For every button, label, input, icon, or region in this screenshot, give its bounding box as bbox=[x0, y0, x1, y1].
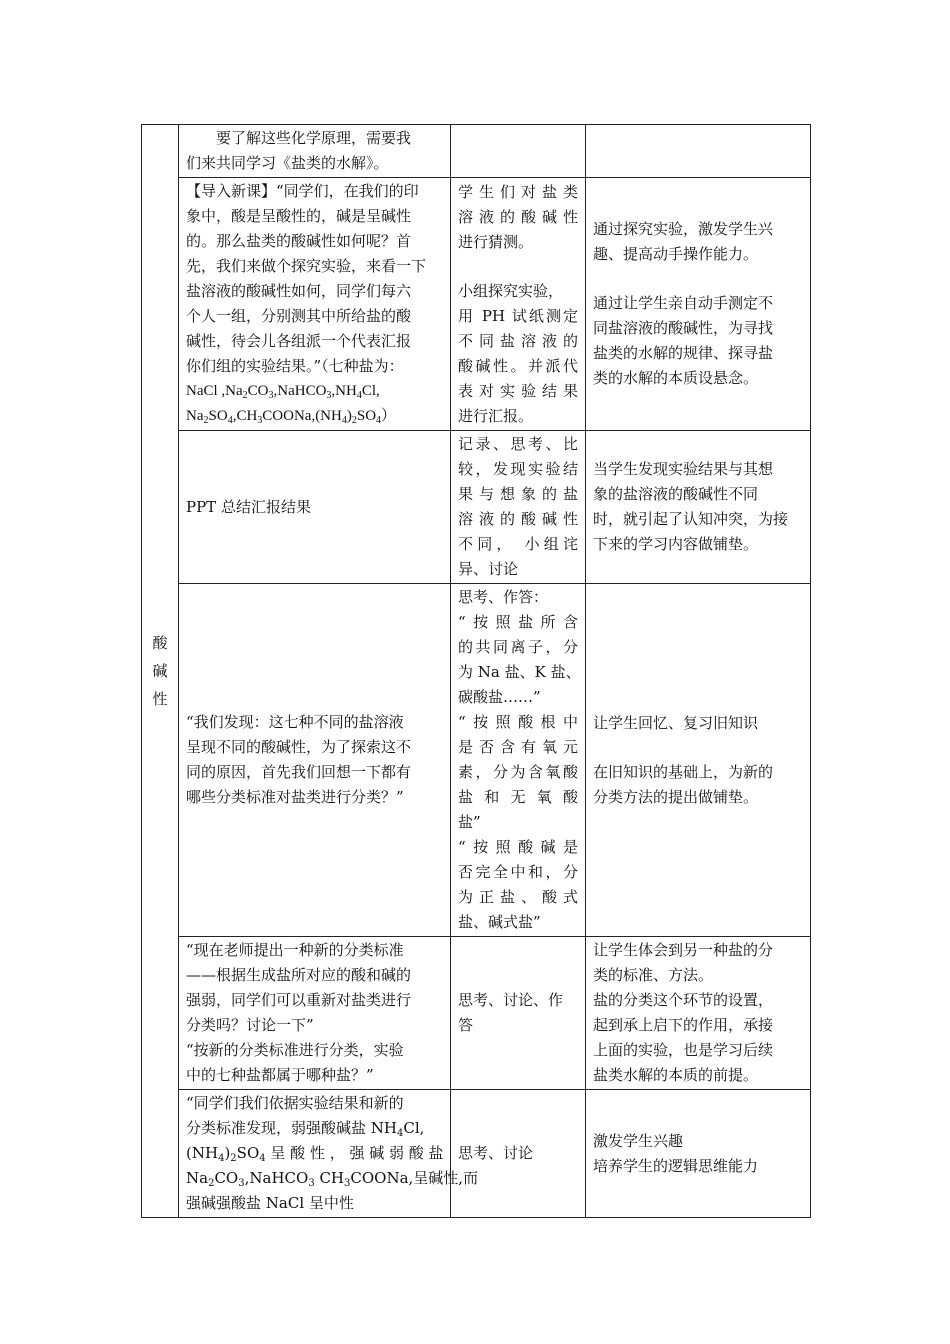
text-line: 不同， 小组诧 bbox=[458, 535, 578, 553]
text-line: 为正盐、酸式 bbox=[458, 888, 578, 906]
design-intent-cell bbox=[586, 178, 811, 431]
text-line: 不同盐溶液的 bbox=[458, 331, 578, 350]
text-line: 你们组的实验结果。”（七种盐为： bbox=[186, 357, 404, 375]
text-line: 盐类水解的本质的前提。 bbox=[593, 1066, 759, 1084]
text-line: 否完全中和，分 bbox=[458, 863, 578, 881]
text-line: 为 Na 盐、K 盐、 bbox=[458, 663, 581, 681]
text-line: 较，发现实验结 bbox=[458, 460, 578, 478]
text-line: 异、讨论 bbox=[458, 560, 519, 578]
text-line: 下来的学习内容做铺垫。 bbox=[593, 535, 759, 553]
text-line: 溶液的酸碱性 bbox=[458, 207, 578, 226]
text-line: 表对实验结果 bbox=[458, 381, 578, 400]
text-line: 上面的实验，也是学习后续 bbox=[593, 1041, 774, 1059]
text-line: 碳酸盐……” bbox=[458, 688, 541, 706]
text-line: 通过探究实验，激发学生兴 bbox=[593, 220, 774, 238]
student-activity-cell bbox=[451, 431, 586, 584]
text-line: 溶液的酸碱性 bbox=[458, 510, 578, 528]
text-line: “按照酸碱是 bbox=[458, 838, 578, 856]
topic-cell bbox=[142, 125, 179, 1218]
text-line: 要了解这些化学原理，需要我 bbox=[186, 129, 412, 147]
text-line: 让学生体会到另一种盐的分 bbox=[593, 941, 774, 959]
table-row bbox=[142, 1090, 811, 1218]
text-line: 时，就引起了认知冲突，为接 bbox=[593, 510, 789, 528]
text-line: 们来共同学习《盐类的水解》。 bbox=[186, 154, 389, 172]
table-row bbox=[142, 431, 811, 584]
lesson-plan-table bbox=[141, 124, 811, 1218]
text-line: 素，分为含氧酸 bbox=[458, 763, 578, 781]
teacher-activity-cell bbox=[179, 584, 451, 937]
design-intent-cell bbox=[586, 584, 811, 937]
teacher-activity-cell bbox=[179, 178, 451, 431]
text-line: 起到承上启下的作用，承接 bbox=[593, 1016, 774, 1034]
student-activity-cell bbox=[451, 1090, 586, 1218]
topic-char: 碱 bbox=[152, 662, 168, 680]
text-line: 盐、碱式盐” bbox=[458, 913, 541, 931]
text-line: 用 PH 试纸测定 bbox=[458, 306, 578, 325]
text-line: $(NH_4)_2SO_4$ 呈 酸 性 ， 强 碱 弱 酸 盐 bbox=[186, 1144, 444, 1164]
text-line: 【导入新课】“同学们，在我们的印 bbox=[186, 182, 419, 200]
text-line: 同盐溶液的酸碱性，为寻找 bbox=[593, 319, 774, 337]
text-line: “同学们我们依据实验结果和新的 bbox=[186, 1094, 404, 1112]
text-line: 小组探究实验， bbox=[458, 281, 564, 300]
text-line: 学生们对盐类 bbox=[458, 182, 578, 201]
text-line: 通过让学生亲自动手测定不 bbox=[593, 294, 774, 312]
text-line: 进行汇报。 bbox=[458, 406, 534, 425]
text-line: 果与想象的盐 bbox=[458, 485, 578, 503]
text-line: 象的盐溶液的酸碱性不同 bbox=[593, 485, 759, 503]
text-line: 酸碱性。并派代 bbox=[458, 356, 578, 375]
text-line: 强碱强酸盐 NaCl 呈中性 bbox=[186, 1194, 354, 1212]
text-line: 进行猜测。 bbox=[458, 232, 534, 251]
text-line: 培养学生的逻辑思维能力 bbox=[593, 1156, 759, 1175]
design-intent-cell bbox=[586, 125, 811, 178]
text-line: “按照酸根中 bbox=[458, 713, 578, 731]
text-line: “我们发现：这七种不同的盐溶液 bbox=[186, 713, 404, 731]
text-line: 呈现不同的酸碱性，为了探索这不 bbox=[186, 738, 412, 756]
salt-formula-line: $Na_2SO_4,CH_3COONa,(NH_4)_2SO_4$） bbox=[186, 408, 397, 426]
text-line: 思考、作答： bbox=[458, 588, 549, 606]
text-line: 中的七种盐都属于哪种盐？” bbox=[186, 1066, 374, 1084]
text-line: 盐” bbox=[458, 813, 481, 831]
design-intent-cell bbox=[586, 431, 811, 584]
text-line: 同的原因，首先我们回想一下都有 bbox=[186, 763, 412, 781]
text-line: 类的标准、方法。 bbox=[593, 966, 714, 984]
text-line: 盐的分类这个环节的设置， bbox=[593, 991, 774, 1009]
text-line: 盐溶液的酸碱性如何，同学们每六 bbox=[186, 282, 412, 300]
text-line: 分类标准发现，弱强酸碱盐 $NH_4Cl$, bbox=[186, 1119, 425, 1139]
text-line: ——根据生成盐所对应的酸和碱的 bbox=[186, 966, 412, 984]
text-line: 盐 和 无 氧 酸 bbox=[458, 788, 578, 806]
text-line: 激发学生兴趣 bbox=[593, 1131, 684, 1150]
text-line: 是否含有氧元 bbox=[458, 738, 578, 756]
text-line: 记录、思考、比 bbox=[458, 435, 578, 453]
topic-char: 酸 bbox=[152, 634, 168, 652]
design-intent-cell bbox=[586, 937, 811, 1090]
text-line: “按照盐所含 bbox=[458, 613, 578, 631]
table-row bbox=[142, 937, 811, 1090]
student-activity-cell bbox=[451, 125, 586, 178]
text-line: 思考、讨论 bbox=[458, 1144, 534, 1162]
text-line: “现在老师提出一种新的分类标准 bbox=[186, 941, 404, 959]
student-activity-cell bbox=[451, 584, 586, 937]
teacher-activity-cell bbox=[179, 1090, 479, 1218]
text-line: $Na_2CO_3,NaHCO_3$ $CH_3COONa$,呈碱性,而 bbox=[186, 1169, 479, 1189]
text-line: 盐类的水解的规律、探寻盐 bbox=[593, 344, 774, 362]
table-row bbox=[142, 125, 811, 178]
teacher-activity-cell bbox=[179, 431, 451, 584]
table-row bbox=[142, 178, 811, 431]
text-line: 分类吗？讨论一下” bbox=[186, 1016, 314, 1034]
text-line: 的。那么盐类的酸碱性如何呢？首 bbox=[186, 232, 412, 250]
text-line: 在旧知识的基础上，为新的 bbox=[593, 762, 774, 781]
text-line: 哪些分类标准对盐类进行分类？” bbox=[186, 788, 404, 806]
teacher-activity-cell bbox=[179, 937, 451, 1090]
student-activity-cell bbox=[451, 178, 586, 431]
salt-formula-line: NaCl $,Na_2CO_3,NaHCO_3,NH_4Cl$, bbox=[186, 383, 380, 401]
teacher-activity-cell bbox=[179, 125, 451, 178]
text-line: 强弱，同学们可以重新对盐类进行 bbox=[186, 991, 412, 1009]
student-activity-cell bbox=[451, 937, 586, 1090]
text-line: 分类方法的提出做铺垫。 bbox=[593, 787, 759, 806]
text-line: “按新的分类标准进行分类，实验 bbox=[186, 1041, 404, 1059]
text-line: 思考、讨论、作 bbox=[458, 991, 564, 1009]
text-line: 当学生发现实验结果与其想 bbox=[593, 460, 774, 478]
text-line: PPT 总结汇报结果 bbox=[186, 497, 311, 516]
text-line: 让学生回忆、复习旧知识 bbox=[593, 713, 759, 732]
text-line: 碱性，待会儿各组派一个代表汇报 bbox=[186, 332, 412, 350]
text-line: 的共同离子，分 bbox=[458, 638, 578, 656]
text-line: 答 bbox=[458, 1016, 474, 1034]
text-line: 类的水解的本质设悬念。 bbox=[593, 369, 759, 387]
design-intent-cell bbox=[586, 1090, 811, 1218]
text-line: 个人一组，分别测其中所给盐的酸 bbox=[186, 307, 412, 325]
text-line: 象中，酸是呈酸性的，碱是呈碱性 bbox=[186, 207, 412, 225]
text-line: 先，我们来做个探究实验，来看一下 bbox=[186, 257, 427, 275]
table-row bbox=[142, 584, 811, 937]
text-line: 趣、提高动手操作能力。 bbox=[593, 245, 759, 263]
topic-char: 性 bbox=[152, 690, 168, 708]
